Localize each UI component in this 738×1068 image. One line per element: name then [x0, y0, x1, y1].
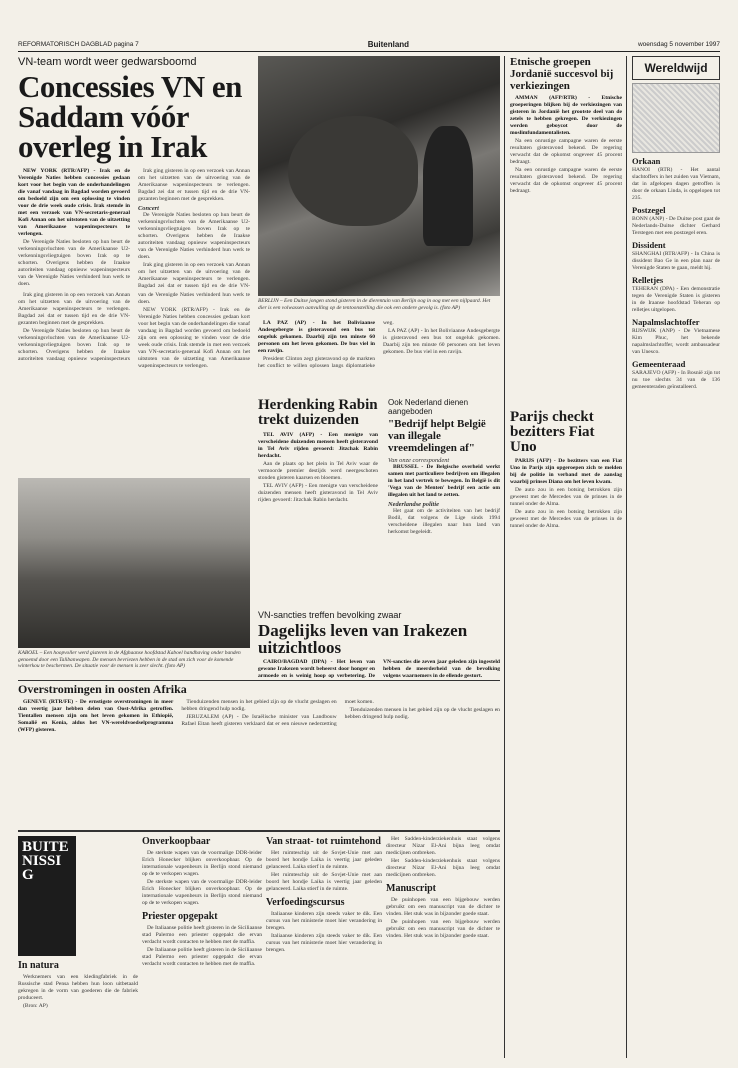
wereldwijd-item-text: TEHERAN (DPA) - Een demonstratie tegen de Verenigde Staten is gisteren in de Iraanse hoofdstad Teheran op relletjes uitgelopen. [632, 286, 720, 313]
column-divider [626, 56, 627, 1058]
wereldwijd-item-heading: Relletjes [632, 275, 664, 285]
rabin-article: Herdenking Rabin trekt duizenden TEL AVIV (AFP) - Een menigte van verscheidene duizenden mensen heeft gisteravond in Tel Aviv rijden gevoerd: Jitzchak Rabin herdacht. Aan de plaats op het plein in Tel Aviv waar de vermoorde premier destijds werd neergeschoten stonden gisteren kaarsen en bloemen. TEL AVIV (AFP) - Een menigte van verscheidene duizenden mensen heeft gisteravond in Tel Aviv rijden gevoerd: Jitzchak Rabin herdacht. [258, 398, 378, 503]
manuscript-title: Manuscript [386, 883, 436, 894]
rabin-headline: Herdenking Rabin trekt duizenden [258, 398, 378, 428]
flood-article: Overstromingen in oosten Afrika GENEVE (RTR/FE) - De ernstigste overstromingen in meer dan veertig jaar hebben delen van Oost-Afrika getroffen. Tientallen mensen zijn om het leven gekomen in Ethiopië, Somalië en Kenia, aldus het VN-wereldvoedselprogramma (WFP) gisteren. Tienduizenden mensen in het gebied zijn op de vlucht geslagen en hebben dringend hulp nodig. JERUZALEM (AP) - De Israëlische minister van Landbouw Rafael Eitan heeft gisteren verklaard dat er een nieuwe nederzetting moet komen. Tienduizenden mensen in het gebied zijn op de vlucht geslagen en hebben dringend hulp nodig. [18, 683, 500, 733]
wereldwijd-sidebar [632, 56, 720, 1058]
jordan-headline: Etnische groepen Jordanië succesvol bij verkiezingen [510, 56, 614, 92]
flood-headline: Overstromingen in oosten Afrika [18, 683, 187, 696]
wereldwijd-title: Wereldwijd [644, 61, 708, 75]
priester-title: Priester opgepakt [142, 911, 218, 922]
natura-article: In natura Werknemers van een kledingfabriek in de Russische stad Pensa hebben hun loon uitbetaald gekregen in de vorm van goederen die de fabriek produceert. (Bron: AP) [18, 960, 138, 1009]
wereldwijd-item-heading: Dissident [632, 240, 666, 250]
wereldwijd-item-heading: Orkaan [632, 156, 661, 166]
onverkoopbaar-title: Onverkoopbaar [142, 836, 211, 847]
main-headline: Concessies VN en Saddam vóór overleg in Irak [18, 69, 242, 164]
photo-hippo-caption: BERLIJN – Een Duitse jongen stond gisteren in de dierentuin van Berlijn oog in oog met een nijlpaard. Het dier is een volwassen aanvulling op de tentoonstelling die ook een andere gevolg is. (foto AP) [258, 298, 491, 311]
sanctions-article: VN-sancties treffen bevolking zwaar Dagelijks leven van Irakezen uitzichtloos CAIRO/BAGDAD (DPA) - Het leven van gewone Irakezen wordt beheerst door honger en armoede en is weinig hoop op verbetering. De VN-sancties die zeven jaar geleden zijn ingesteld hebben de meerderheid van de bevolking volgens waarnemers in de ellende gestort. [258, 610, 500, 679]
main-body: NEW YORK (RTR/AFP) - Irak en de Verenigde Naties hebben concessies gedaan kort voor het begin van de onderhandelingen die vanaf vandaag in Bagdad worden gevoerd om bedoeld zijn om een oplossing te vinden voor de drie week oude crisis. Irak stemde in met een verzoek van VN-secretaris-generaal Kofi Annan om het uitstoten van de uitzetting van Amerikaanse wapeninspecteurs te verlengen. De Verenigde Naties besloten op hun beurt de verkenningsvluchten van de Amerikaanse U2-verkenningsvliegtuigen boven Irak op te schorten. Overigens hebben de Iraakse autoriteiten vandaag opnieuw wapeninspecteurs van de Verenigde Naties verhinderd hun werk te doen. Irak ging gisteren in op een verzoek van Annan om het uitzetten van de uitvoering van de Amerikaanse wapeninspecteurs te verlengen. Bagdad zei dat er tussen tijd en de drie VN-gezanten beginnen met de gesprekken. Concert De Verenigde Naties besloten op hun beurt de verkenningsvluchten van de Amerikaanse U2-verkenningsvliegtuigen boven Irak op te schorten. Overigens hebben de Iraakse autoriteiten vandaag opnieuw wapeninspecteurs van de Verenigde Naties verhinderd hun werk te doen. Irak ging gisteren in op een verzoek van Annan om het uitzetten van de uitvoering van de Amerikaanse wapeninspecteurs te verlengen. Bagdad zei dat er tussen tijd en de drie VN- [18, 168, 250, 288]
photo-kaboel [18, 478, 250, 648]
photo-hippo [258, 56, 500, 296]
section-title: Buitenland [367, 40, 410, 49]
wereldwijd-item-heading: Postzegel [632, 205, 666, 215]
header-date: woensdag 5 november 1997 [637, 41, 720, 48]
wereldwijd-list [632, 156, 720, 391]
straat-title: Van straat- tot ruimtehond [266, 836, 381, 847]
photo-kaboel-caption: KABOEL – Een hoopvoller werd gisteren in de Afghaanse hoofdstad Kaboel handhaving onder banden genoemd door een Talibanwapen. De mensen bevriezen hebben in de stad om zich voor de komende winterkou te beschermen. De situatie voor de mensen is zeer slecht. (foto AP) [18, 650, 241, 670]
sanctions-kicker: VN-sancties treffen bevolking zwaar [258, 610, 402, 620]
main-article [18, 56, 250, 288]
fiat-article: Parijs checkt bezitters Fiat Uno PARIJS (AFP) - De bezitters van een Fiat Uno in Parijs zijn opgeroepen zich te melden bij de politie in verband met de aanslag waarbij prinses Diana om het leven kwam. De auto zou in een botsing betrokken zijn geweest met de Mercedes van de prinses in de tunnel onder de Alma. De auto zou in een botsing betrokken zijn geweest met de Mercedes van de prinses in de tunnel onder de Alma. [510, 410, 622, 529]
belgium-kicker: Ook Nederland dienen aangeboden [388, 398, 469, 416]
main-kicker: VN-team wordt weer gedwarsboomd [18, 56, 197, 68]
natura-title: In natura [18, 960, 59, 971]
wereldwijd-item-text: SHANGHAI (RTR/AFP) - In China is dissident Bao Ge in een plan naar de Verenigde Staten te gaan, meldt hij. [632, 251, 720, 271]
wereldwijd-item-text: BONN (ANP) - De Duitse post gaat de Nederlands-Duitse dichter Gerhard Terstegen met een postzegel eren. [632, 216, 720, 236]
belgium-article: Ook Nederland dienen aangeboden "Bedrijf helpt België van illegale vreemdelingen af" Van onze correspondent BRUSSEL - De Belgische overheid werkt samen met particuliere bedrijven om illegalen in het land vertrek te bewegen. In België is dit 'Vega van de Menten' bedrijf een actie om illegalen uit het land te zetten. Nederlandse politie Het gaat om de activiteiten van het bedrijf Bodil, dat volgens de Lige sinds 1994 verscheidene illegalen naar hun land van herkomst begeleidt. [388, 398, 500, 535]
lapaz-article: LA PAZ (AP) - In het Boliviaanse Andesgebergte is gisteravond een bus tot ongeluk gekomen. Daarbij zijn ten minste 60 personen om het leven gekomen. De bus viel in een ravijn. President Clinton zegt gisteravond op de markten het conflict te willen oplossen langs diplomatieke weg. LA PAZ (AP) - In het Boliviaanse Andesgebergte is gisteravond een bus tot ongeluk gekomen. Daarbij zijn ten minste 60 personen om het leven gekomen. De bus viel in een ravijn. [258, 320, 500, 369]
wereldwijd-item-text: SARAJEVO (AFP) - In Bosnië zijn tot nu toe slechts 34 van de 136 gemeenteraden geïnstalleerd. [632, 370, 720, 390]
verfoeding-title: Verfoedingscursus [266, 897, 345, 908]
wereldwijd-item-heading: Gemeenteraad [632, 359, 686, 369]
page-header [18, 38, 720, 52]
jordan-article: Etnische groepen Jordanië succesvol bij verkiezingen AMMAN (AFP/RTR) - Etnische groeperingen blijken bij de verkiezingen van gisteren in Jordanië het grootste deel van de zetels te hebben gekregen. De verkiezingen werden geboycot door de moslimfundamentalisten. Na een onrustige campagne waren de eerste resultaten gisteravond bekend. De regering verwacht dat de opkomst ongeveer 45 procent bedraagt. Na een onrustige campagne waren de eerste resultaten gisteravond bekend. De regering verwacht dat de opkomst ongeveer 45 procent bedraagt. [510, 56, 622, 194]
main-continuation: Irak ging gisteren in op een verzoek van Annan om het uitzetten van de uitvoering van de Amerikaanse wapeninspecteurs te verlengen. Bagdad zei dat er tussen tijd en de drie VN-gezanten beginnen met de gesprekken. De Verenigde Naties besloten op hun beurt de verkenningsvluchten van de Amerikaanse U2-verkenningsvliegtuigen boven Irak op te schorten. Overigens hebben de Iraakse autoriteiten vandaag opnieuw wapeninspecteurs van de Verenigde Naties verhinderd hun werk te doen. NEW YORK (RTR/AFP) - Irak en de Verenigde Naties hebben concessies gedaan kort voor het begin van de onderhandelingen die vanaf vandaag in Bagdad worden gevoerd om bedoeld zijn om een oplossing te vinden voor de drie week oude crisis. Irak stemde in met een verzoek van VN-secretaris-generaal Kofi Annan om het uitstoten van de uitzetting van Amerikaanse wapeninspecteurs te verlengen. [18, 292, 250, 369]
newspaper-page [18, 38, 720, 1058]
onrust-column: Onverkoopbaar De sterkste wapen van de voormalige DDR-leider Erich Honecker blijken onverkoopbaar. Op de internationale wapenbeurs in Berlijn stond niemand op de te verkopen wagen. De sterkste wapen van de voormalige DDR-leider Erich Honecker blijken onverkoopbaar. Op de internationale wapenbeurs in Berlijn stond niemand op de te verkopen wagen. Priester opgepakt De Italiaanse politie heeft gisteren in de Siciliaanse stad Palermo een priester opgepakt die ervan verdacht wordt contacten te hebben met de maffia. De Italiaanse politie heeft gisteren in de Siciliaanse stad Palermo een priester opgepakt die ervan verdacht wordt contacten te hebben met de maffia. [142, 836, 262, 967]
column-divider [504, 56, 505, 1058]
world-map [632, 83, 720, 153]
boy-shape [423, 126, 473, 246]
fiat-headline: Parijs checkt bezitters Fiat Uno [510, 410, 595, 455]
divider [18, 830, 500, 832]
buitenissig-text: BUITENISSIG [22, 839, 69, 883]
sanctions-headline: Dagelijks leven van Irakezen uitzichtloos [258, 621, 468, 657]
buitenissig-banner [18, 836, 76, 956]
belgium-headline: "Bedrijf helpt België van illegale vreemdelingen af" [388, 418, 486, 454]
straat-column: Van straat- tot ruimtehond Het ruimteschip uit de Sovjet-Unie met aan boord het hondje Laika is veertig jaar geleden gelanceerd. Laika stierf in de ruimte. Het ruimteschip uit de Sovjet-Unie met aan boord het hondje Laika is veertig jaar geleden gelanceerd. Laika stierf in de ruimte. Verfoedingscursus Italiaanse kinderen zijn steeds vaker te dik. Een cursus van het ministerie moet hier verandering in brengen. Italiaanse kinderen zijn steeds vaker te dik. Een cursus van het ministerie moet hier verandering in brengen. [266, 836, 382, 953]
header-left: REFORMATORISCH DAGBLAD pagina 7 [18, 41, 139, 48]
wereldwijd-item-heading: Napalmslachtoffer [632, 317, 700, 327]
wereldwijd-item-text: RIJSWIJK (ANP) - De Vietnamese Kim Phuc, het bekende napalmslachtoffer, wordt ambassadeur van Unesco. [632, 328, 720, 355]
wereldwijd-item-text: HANOI (RTR) - Het aantal slachtoffers in het zuiden van Vietnam, dat in afgelopen dagen getroffen is door de orkaan Linda, is opgelopen tot 235. [632, 167, 720, 201]
manuscript-column: Het Sadden-kinderziekenhuis staat volgens directeur Nizar El-Ani bijna leeg omdat medicijnen ontbreken. Het Sadden-kinderziekenhuis staat volgens directeur Nizar El-Ani bijna leeg omdat medicijnen ontbreken. Manuscript De puinhopen van een bijgebouw werden gebruikt om een manuscript van de dichter te vinden. Het stuk was in bijzonder goede staat. De puinhopen van een bijgebouw werden gebruikt om een manuscript van de dichter te vinden. Het stuk was in bijzonder goede staat. [386, 836, 500, 939]
hippo-shape [288, 116, 418, 226]
